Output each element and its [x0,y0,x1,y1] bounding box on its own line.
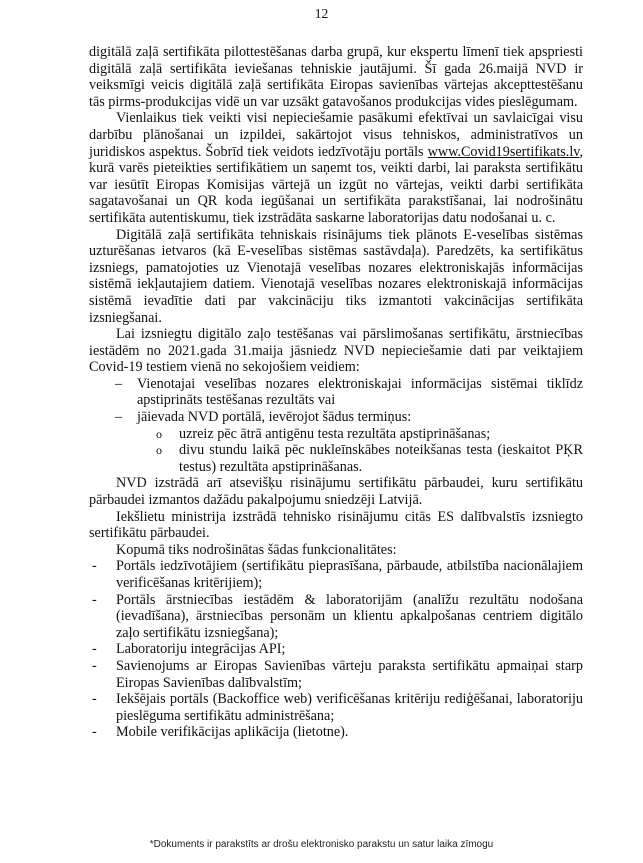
document-body [89,44,583,741]
list-item-text: Iekšējais portāls (Backoffice web) verificēšanas kritēriju rediģēšanai, laboratoriju pieslēguma sertifikātu administrēšana; [116,691,583,724]
dash-marker: - [92,691,97,708]
portal-text-before: Vienlaikus tiek veikti visi nepieciešamie pasākumi efektīvai un savlaicīgai visu darbību plānošanai un izpildei, sakārtojot visus tehniskos, administratīvos un juridiskos aspektus. Šobrīd tiek veidots iedzīvotāju portāls [89,110,583,160]
list-item-text: Vienotajai veselības nozares elektroniskajai informācijas sistēmai tiklīdz apstiprināts testēšanas rezultāts vai [137,375,583,409]
paragraph-pilot-testing: digitālā zaļā sertifikāta pilottestēšanas darba grupā, kur ekspertu līmenī tiek apspriesti digitālā zaļā sertifikāta ieviešanas tehniskie jautājumi. Šī gada 26.maijā NVD ir veiksmīgi veicis digitālā zaļā sertifikāta Eiropas savienības vārtejas akcepttestēšanu tās pirms-produkcijas vidē un var uzsākt gatavošanos produkcijas vides pieslēgumam. [89,44,583,110]
list-item-text: jāievada NVD portālā, ievērojot šādus termiņus: [137,409,412,426]
list-item [89,641,583,658]
circle-bullet-icon: o [156,426,162,441]
list-item [89,724,583,741]
list-item-text: Portāls ārstniecības iestādēm & laboratorijām (analīžu rezultātu nodošana (ievadīšana), ārstniecības personām un klientu apkalpošanas centriem digitālo zaļo sertifikātu izsniegšana); [116,591,583,641]
list-item-text: divu stundu laikā pēc nukleīnskābes noteikšanas testa (ieskaitot PĶR testus) rezultāta apstiprināšanas. [179,442,583,475]
dash-marker: - [92,724,97,741]
list-item [89,658,583,691]
list-item-text: Mobile verifikācijas aplikācija (lietotne). [116,724,349,741]
paragraph-technical-solution: Digitālā zaļā sertifikāta tehniskais risinājums tiek plānots E-veselības sistēmas uzturēšanas ietvaros (kā E-veselības sistēmas sastāvdaļa). Paredzēts, ka sertifikātus izsniegs, pamatojoties uz Vienotajā veselības nozares elektroniskajās informācijas sistēmā iekļautajiem datiem. Vienotajā veselības nozares elektroniskajā informācijas sistēmā ievadītie dati par vakcināciju tiks izmantoti vakcinācijas sertifikāta izsniegšanai. [89,226,583,326]
dash-marker: - [92,657,97,674]
list-item [89,409,583,426]
list-item-text: Laboratoriju integrācijas API; [116,641,286,658]
list-item [89,558,583,591]
list-item [89,426,583,443]
list-item [89,376,583,409]
signature-footer-note: *Dokuments ir parakstīts ar drošu elektronisko parakstu un satur laika zīmogu [149,839,494,850]
deadlines-list [89,426,583,476]
paragraph-verification-solution: NVD izstrādā arī atsevišķu risinājumu sertifikātu pārbaudei, kuru sertifikātu pārbaudei izmantos dažādu pakalpojumu sniedzēji Latvijā. [89,475,583,509]
dash-marker: - [92,591,97,608]
list-item-text: Savienojums ar Eiropas Savienības vārteju paraksta sertifikātu apmaiņai starp Eiropas Savienības dalībvalstīm; [116,657,583,691]
paragraph-portal-development [89,110,583,226]
paragraph-functionalities-intro: Kopumā tiks nodrošinātas šādas funkcionalitātes: [116,541,397,558]
page-number: 12 [314,6,329,21]
list-item [89,691,583,724]
portal-text-after: , kurā varēs pieteikties sertifikātiem un saņemt tos, veikti darbi, lai paraksta sertifikātu var iesūtīt Eiropas Komisijas vārtejā un izgūt no vārtejas, veikti darbi sertifikāta sagatavošanai un QR koda iegūšanai un sertifikāta parakstīšanai, lai nodrošinātu sertifikāta autentiskumu, tiek izstrādāta saskarne laboratorijas datu nodošanai u. c. [89,143,583,226]
dash-marker: - [92,558,97,575]
paragraph-test-data-submission: Lai izsniegtu digitālo zaļo testēšanas vai pārslimošanas sertifikātu, ārstniecības iestādēm no 2021.gada 31.maija jāsniedz NVD nepieciešamie dati par veiktajiem Covid-19 testiem vienā no sekojošiem veidiem: [89,326,583,376]
functionalities-list [89,558,583,741]
submission-methods-list [89,376,583,426]
list-item-text: uzreiz pēc ātrā antigēnu testa rezultāta apstiprināšanas; [179,425,491,442]
list-item [89,592,583,642]
dash-marker: - [92,641,97,658]
list-item [89,442,583,475]
dash-marker: – [115,409,123,426]
circle-bullet-icon: o [156,443,162,458]
paragraph-interior-ministry: Iekšlietu ministrija izstrādā tehnisko risinājumu citās ES dalībvalstīs izsniegto sertifikātu pārbaudei. [89,508,583,542]
list-item-text: Portāls iedzīvotājiem (sertifikātu pieprasīšana, pārbaude, atbilstība nacionālajiem verificēšanas kritērijiem); [116,558,583,591]
dash-marker: – [115,375,123,392]
portal-link[interactable]: www.Covid19sertifikats.lv [427,143,580,160]
